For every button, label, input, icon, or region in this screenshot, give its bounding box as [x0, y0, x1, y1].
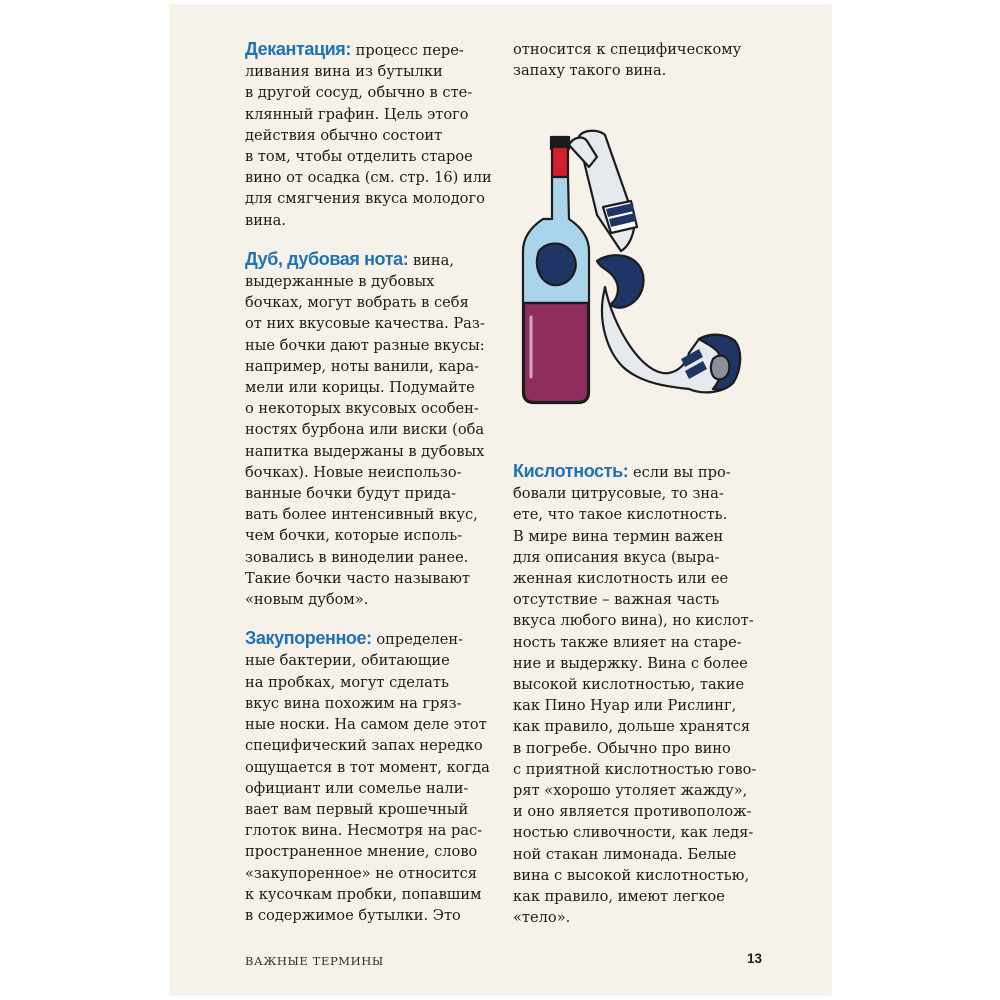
term-heading: Кислотность:	[513, 461, 629, 481]
right-column	[513, 461, 763, 946]
term-heading: Закупоренное:	[245, 628, 372, 649]
term-heading: Дуб, дубовая нота:	[245, 248, 409, 269]
book-page	[170, 5, 831, 995]
right-column-continuation: относится к специфическому запаху такого вина.	[513, 41, 742, 80]
entry-decantation: Декантация: процесс пере- ливания вина из бутылки в другой сосуд, обычно в сте- клянный графин. Цель этого действия обычно состоит в том, чтобы отделить старое вино от осадка (см. стр. 16) или для смягчения вкуса молодого вина.	[245, 39, 492, 229]
left-column	[245, 39, 495, 944]
entry-corked: Закупоренное: определен- ные бактерии, обитающие на пробках, могут сделать вкус вина похожим на гряз- ные носки. На самом деле этот специфический запах нередко ощущается в тот момент, когда официант или сомелье нали- вает вам первый крошечный глоток вина. Несмотря на рас- пространенное мнение, слово «закупоренное» не относится к кусочкам пробки, попавшим в содержимое бутылки. Это	[245, 628, 490, 924]
term-heading: Декантация:	[245, 39, 351, 59]
entry-acidity: Кислотность: если вы про- бовали цитрусовые, то зна- ете, что такое кислотность. В мире вина термин важен для описания вкуса (выра- женная кислотность или ее отсутствие – важная часть вкуса любого вина), но кислот- ность также влияет на старе- ние и выдержку. Вина с более высокой кислотностью, такие как Пино Нуар или Рислинг, как правило, дольше хранятся в погребе. Обычно про вино с приятной кислотностью гово- рят «хорошо утоляет жажду», и оно является противополож- ностью сливочности, как ледя- ной стакан лимонада. Белые вина с высокой кислотностью, как правило, имеют легкое «тело».	[513, 461, 757, 927]
running-footer: ВАЖНЫЕ ТЕРМИНЫ	[245, 954, 384, 968]
wine-bottle-with-sock-icon	[513, 127, 763, 417]
page-number: 13	[747, 951, 763, 966]
entry-oak: Дуб, дубовая нота: вина, выдержанные в дубовых бочках, могут вобрать в себя от них вкусовые качества. Раз- ные бочки дают разные вкусы: например, ноты ванили, кара- мели или корицы. Подумайте о некоторых вкусовых особен- ностях бурбона или виски (оба напитка выдержаны в дубовых бочках). Новые неиспользо- ванные бочки будут прида- вать более интенсивный вкус, чем бочки, которые исполь- зовались в виноделии ранее. Такие бочки часто называют «новым дубом».	[245, 248, 485, 609]
